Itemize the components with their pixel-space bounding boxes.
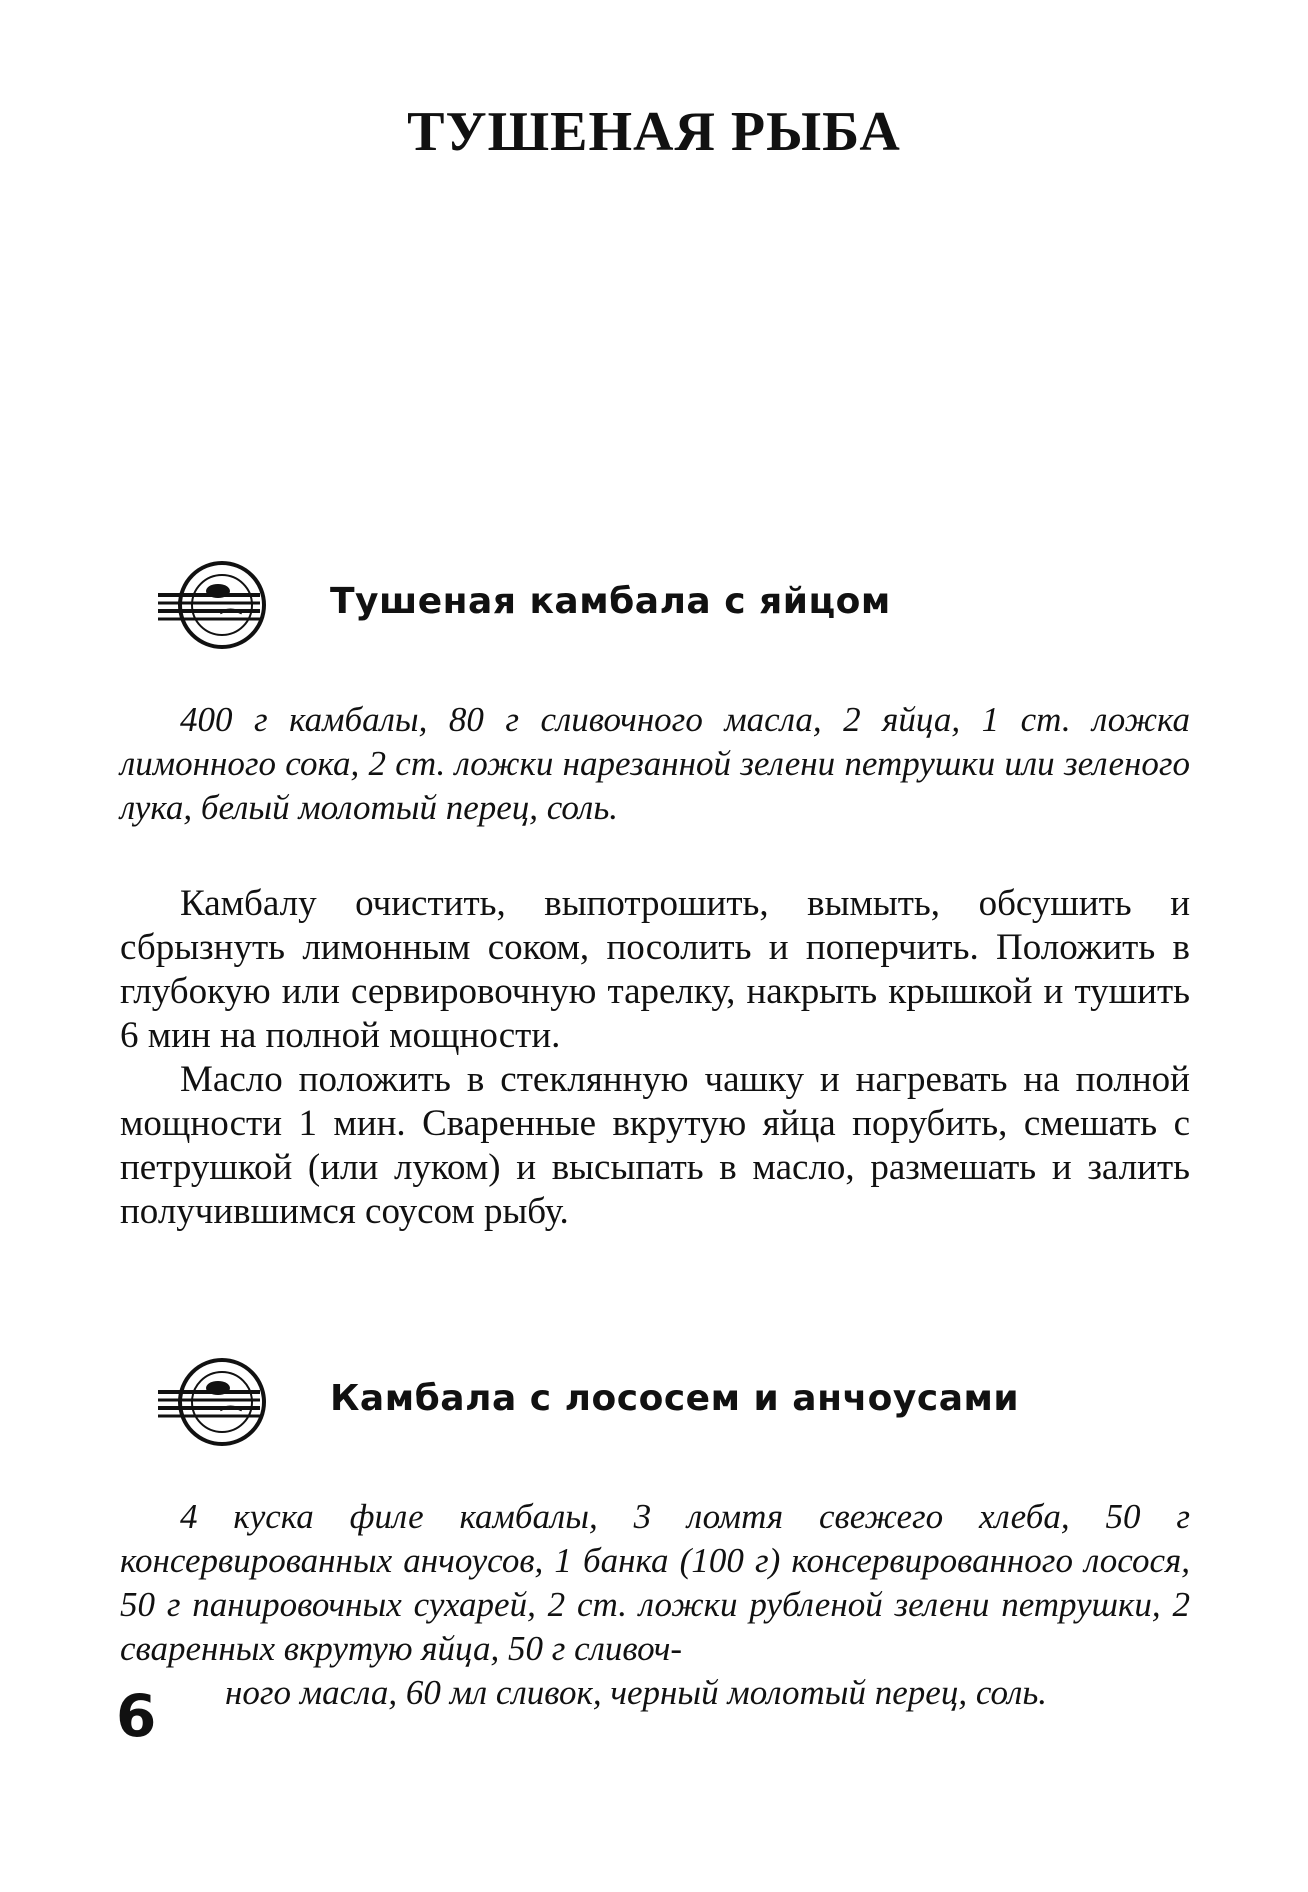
- ingredients-main: 4 куска филе камбалы, 3 ломтя свежего хлеба, 50 г консервированных анчоусов, 1 банка (100 г) консервированного лосося, 50 г панировочных сухарей, 2 ст. ложки рубленой зелени петрушки, 2 сваренных вкрутую яйца, 50 г сливоч-: [120, 1497, 1190, 1668]
- chapter-title: ТУШЕНАЯ РЫБА: [407, 101, 901, 163]
- recipe-title: Тушеная камбала с яйцом: [330, 581, 891, 622]
- plate-with-cutlery-icon: [150, 1352, 280, 1452]
- recipe-title: Камбала с лососем и анчоусами: [330, 1378, 1020, 1419]
- method-paragraph: Камбалу очистить, выпотрошить, вымыть, обсушить и сбрызнуть лимонным соком, посолить и поперчить. Положить в глубокую или сервировочную тарелку, накрыть крышкой и тушить 6 мин на полной мощности.: [120, 883, 1190, 1056]
- recipe-header: [150, 555, 1200, 655]
- recipe-header: [150, 1352, 1200, 1452]
- ingredients-text: [120, 1495, 1190, 1715]
- recipe-method: [120, 882, 1190, 1234]
- method-paragraph: Масло положить в стеклянную чашку и нагревать на полной мощности 1 мин. Сваренные вкрутую яйца порубить, смешать с петрушкой (или луком) и высыпать в масло, размешать и залить получившимся соусом рыбу.: [120, 1059, 1190, 1232]
- plate-with-cutlery-icon: [150, 555, 280, 655]
- ingredients-tail: ного масла, 60 мл сливок, черный молотый перец, соль.: [225, 1673, 1048, 1712]
- ingredients-text: 400 г камбалы, 80 г сливочного масла, 2 яйца, 1 ст. ложка лимонного сока, 2 ст. ложки нарезанной зелени петрушки или зеленого лука, белый молотый перец, соль.: [120, 700, 1190, 827]
- page-number: 6: [116, 1682, 157, 1750]
